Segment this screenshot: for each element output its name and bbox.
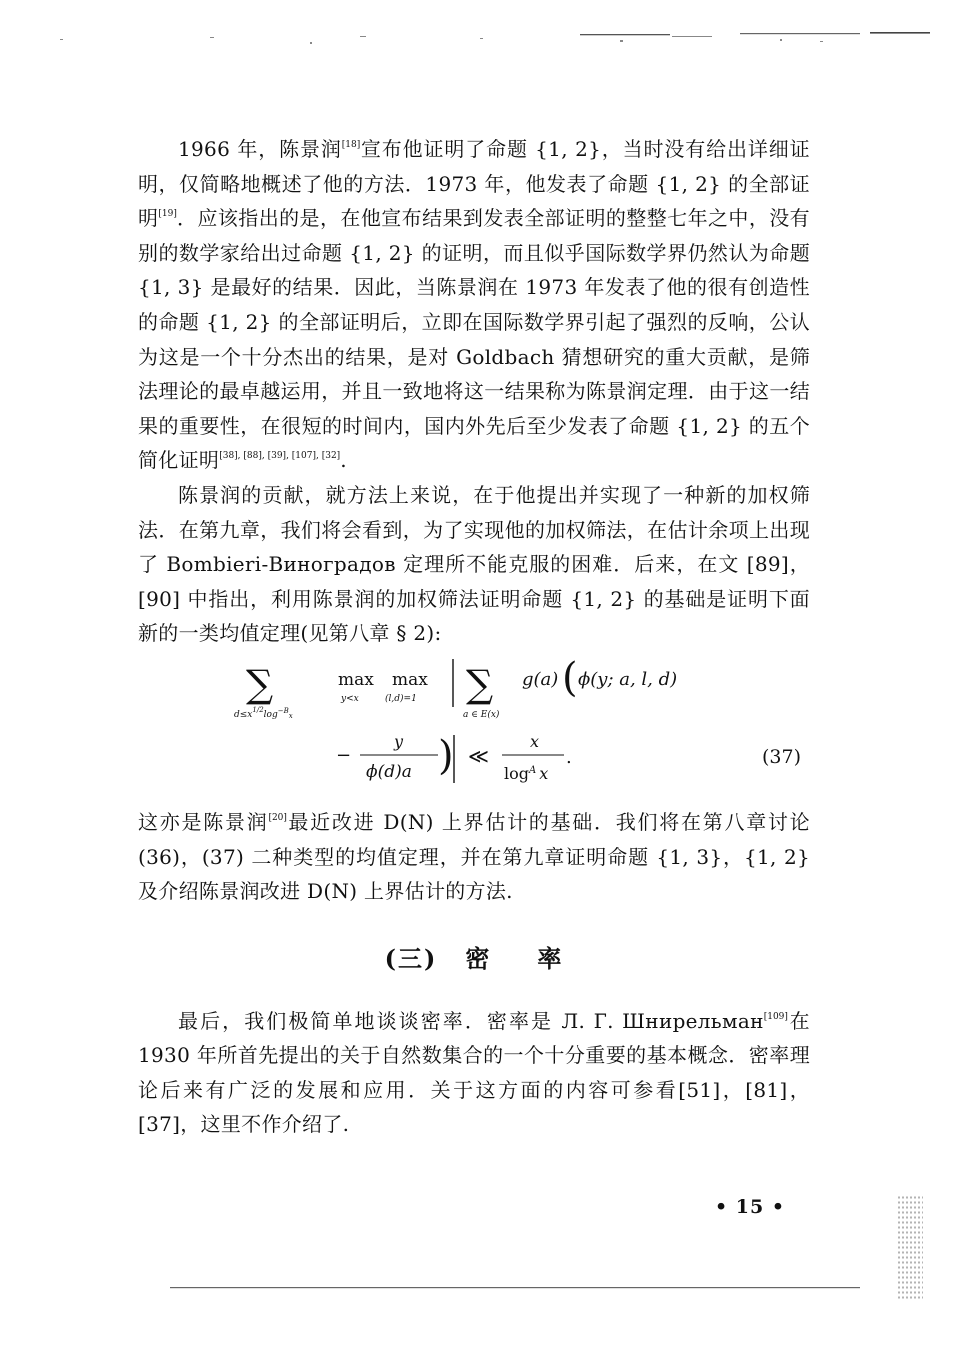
max2-subscript: (l,d)=1 [385,693,417,704]
max-operator-1: max [338,669,374,690]
sum2-subscript: a ∈ E(x) [463,709,500,720]
citation-18: [18] [341,140,361,150]
fraction2-denominator: $\log^A x$ [504,763,549,783]
section-heading [138,939,810,974]
equation-label: (37) [762,745,802,768]
paragraph-4-text-2: 在 1930 年所首先提出的关于自然数集合的一个十分重要的基本概念．密率理论后来有广泛的发展和应用．关于这方面的内容可参看[51]，[81]，[37]，这里不作介绍了. [138,1008,810,1137]
paragraph-1-text-2: 宣布他证明了命题 {1, 2}，当时没有给出详细证明，仅简略地概述了他的方法．1973 年，他发表了命题 {1, 2} 的全部证明 [138,137,810,231]
sum-sign-2: ∑ [466,661,494,706]
paren-open: ( [562,654,578,701]
paragraph-4 [138,1004,810,1142]
minus-sign: − [336,744,352,766]
fraction2-numerator: x [530,731,540,751]
citation-list: [38], [88], [39], [107], [32] [219,451,341,462]
formula-37 [138,655,810,805]
paragraph-2: 陈景润的贡献，就方法上来说，在于他提出并实现了一种新的加权筛法．在第九章，我们将会看到，为了实现他的加权筛法，在估计余项上出现了 Bombieri-Виноградов 定理所不能克服的困难．后来，在文 [89]，[90] 中指出，利用陈景润的加权筛法证明命题 {1, 2} 的基础是证明下面新的一类均值定理(见第八章 § 2): [138,482,810,646]
paren-close: ) [438,732,454,779]
section-title-char-2: 率 [537,943,564,973]
scan-noise-top [60,30,930,48]
section-number: (三) [384,943,438,973]
citation-109: [109] [763,1011,788,1022]
paragraph-1-text-3: ．应该指出的是，在他宣布结果到发表全部证明的整整七年之中，没有别的数学家给出过命题 {1, 2} 的证明，而且似乎国际数学界仍然认为命题 {1, 3} 是最好的结果．因此，当陈景润在 1973 年发表了他的很有创造性的命题 {1, 2} 的全部证明后，立即在国际数学界引起了强烈的反响，公认为这是一个十分杰出的结果，是对 Goldbach 猜想研究的重大贡献，是筛法理论的最卓越运用，并且一致地将这一结果称为陈景润定理．由于这一结果的重要性，在很短的时间内，国内外先后至少发表了命题 {1, 2} 的五个简化证明 [138,206,810,473]
much-less-than: ≪ [468,743,489,768]
page-number: • 15 • [715,1196,785,1218]
citation-20: [20] [268,812,287,823]
sum-sign-1: ∑ [246,661,274,706]
paragraph-3-text-1: 这亦是陈景润 [138,809,269,834]
paragraph-1-text-4: . [340,448,347,473]
paragraph-3 [138,805,810,909]
paragraph-1 [138,132,810,478]
fraction1-numerator: y [394,731,404,751]
citation-19: [19] [158,209,177,220]
paragraph-1-text-1: 1966 年，陈景润 [178,137,342,161]
formula-period: . [566,746,572,768]
scan-noise-bottom [170,1285,860,1291]
paragraph-3-text-2: 最近改进 D(N) 上界估计的基础．我们将在第八章讨论 (36)，(37) 二种类型的均值定理，并在第九章证明命题 {1, 3}，{1, 2} 及介绍陈景润改进 D(N) 上界估计的方法. [138,809,810,904]
formula-phi-term: ϕ(y; a, l, d) [578,668,678,690]
max-operator-2: max [392,669,428,690]
section-title-char-1: 密 [465,943,492,973]
formula-g-a: g(a) [522,668,559,690]
max1-subscript: y<x [341,693,359,704]
paragraph-4-text-1: 最后，我们极简单地谈谈密率．密率是 Л. Г. Шнирельман [178,1008,764,1033]
fraction1-denominator: ϕ(d)a [366,761,412,782]
page-body [138,132,810,1142]
sum1-subscript: $d\le x^{1/2}\log^{-B}_x$ [234,705,293,720]
scan-edge-noise [897,1195,923,1300]
